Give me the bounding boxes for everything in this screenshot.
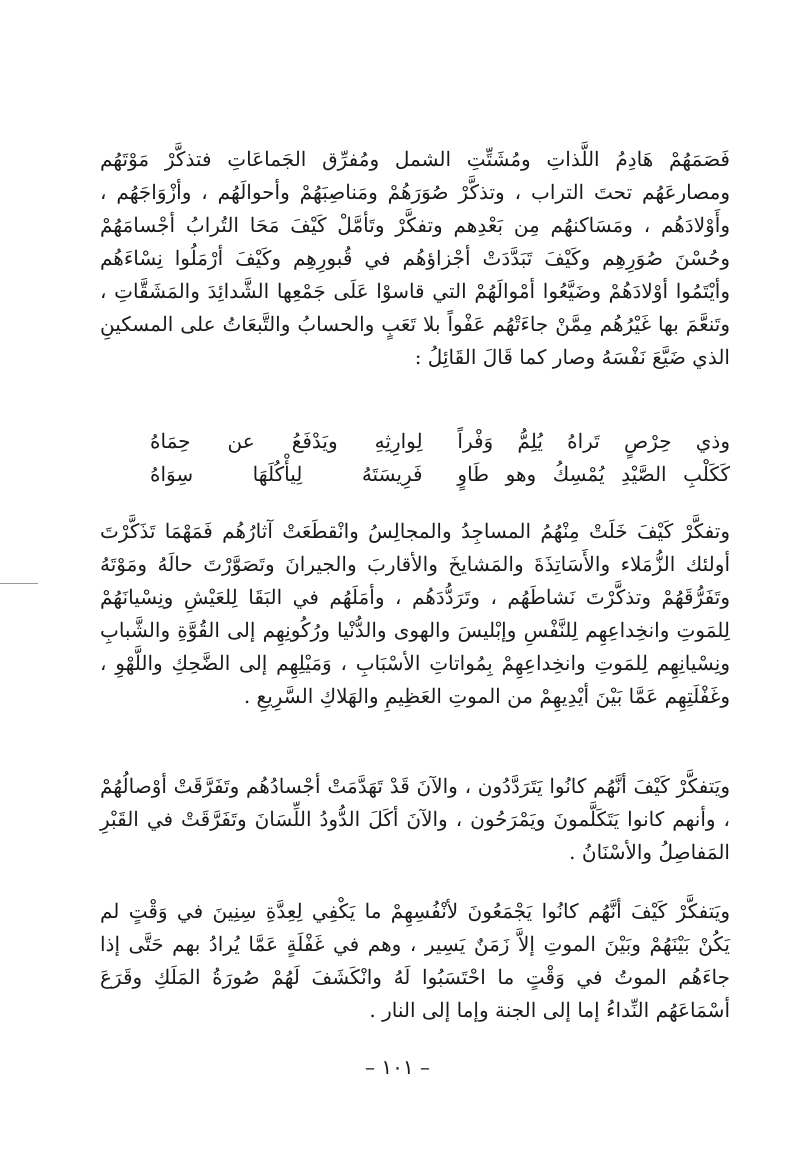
paragraph-4: ويَتفكَّرْ كَيْفَ أنَّهُم كانُوا يَجْمَعُونَ لأنْفُسِهِمْ ما يَكْفِي لِعِدَّةِ سِنِينَ في وَقْتٍ لم يَكُنْ بَيْنَهُمْ وبَيْنَ الموتِ إلاَّ زَمَنٌ يَسِير ، وهم في غَفْلَةٍ عَمَّا يُرادُ بهم حَتَّى إذا جاءَهُم الموتُ في وَقْتٍ ما احْتَسَبُوا لَهُ وانْكَشَفَ لَهُمْ صُورَةُ المَلَكِ وقَرَعَ أسْمَاعَهُم النِّداءُ إما إلى الجنة وإما إلى النار . [100, 899, 730, 1022]
verse-hemistich: فَرِيسَتَهُ لِيأْكُلَهَا سِوَاهُ [150, 462, 423, 486]
paragraph-1: فَصَمَهُمْ هَادِمُ اللَّذاتِ ومُشَتِّتِ الشمل ومُفرِّق الجَماعَاتِ فتذكَّرْ مَوْتَهُم ومصارعَهُم تحتَ التراب ، وتذكَّرْ صُوَرَهُمْ ومَناصِبَهُمْ وأحوالَهُم ، وأزْوَاجَهُم ، وأَوْلادَهُم ، ومَسَاكنهُم مِن بَعْدِهم وتفكَّرْ وتَأمَّلْ كَيْفَ مَحَا التُرابُ أجْسامَهُمْ وحُسْنَ صُوَرِهِم وكَيْفَ تَبَدَّدَتْ أجْزاؤهُم في قُبورِهِم وكَيْفَ أرْمَلُوا نِسْاءَهُم وأيْتَمُوا أوْلادَهُمْ وضَيَّعُوا أمْوالَهُمْ التي قاسوْا عَلَى جَمْعِها الشَّدائِدَ والمَشَقَّاتِ ، وتَنعَّمَ بها غَيْرُهُم مِمَّنْ جاءَتْهُم عَفْواً بلا تَعَبٍ والحسابُ والتَّبعَاتُ على المسكينِ الذي ضَيَّعَ نَفْسَهُ وصار كما قَالَ القَائِلُ : [100, 147, 730, 369]
verse-line [150, 458, 730, 491]
verse-hemistich: لِوارِثِهِ ويَدْفَعُ عن حِمَاهُ [150, 429, 423, 453]
page-number: – ١٠١ – [365, 1055, 430, 1079]
margin-line [0, 583, 38, 584]
paragraph-2: وتفكَّرْ كَيْفَ خَلَتْ مِنْهُمُ المساجِدُ والمجالِسُ وانْقطَعَتْ آثارُهُم فَمَهْمَا تَذَكَّرْتَ أولئك الزُّمَلاء والأَسَاتِذَةَ والمَشايخَ والأقاربَ والجيرانَ وتَصَوَّرْتَ حالَهُ ومَوْتَهُ وتَفَرُّقَهُمْ وتذكَّرْتَ نَشاطَهُم ، وتَرَدُّدَهُم ، وأمَلَهُم في البَقَا لِلعَيْشِ ونِسْيانَهُمْ لِلمَوتِ وانخِداعِهِم لِلنَّفْسِ وإبْليسَ والهوى والدُّنْيا ورُكُونِهِم إلى القُوَّةِ والشَّبابِ ونِسْيانِهِم لِلمَوتِ وانخِداعِهِمْ بِمُواتاتِ الأسْبَابِ ، وَمَيْلِهِم إلى الضَّحِكِ واللَّهْوِ ، وغَفْلَتِهِم عَمَّا بَيْنَ أيْدِيهِمْ من الموتِ العَظِيمِ والهَلاكِ السَّرِيعِ . [100, 519, 730, 708]
paragraph-3: ويَتفكَّرْ كَيْفَ أنَّهُم كانُوا يَتَرَدَّدُون ، والآنَ قَدْ تَهَدَّمَتْ أجْسادُهُم وتَفَرَّقَتْ أوْصالُهُمْ ، وأنهم كانوا يَتَكَلَّمونَ ويَمْرَحُون ، والآنَ أكَلَ الدُّودُ اللِّسَانَ وتَفَرَّقَتْ في القَبْرِ المَفاصِلُ والأسْنَانُ . [100, 774, 730, 864]
verse-hemistich: وذي حِرْصٍ تَراهُ يُلِمُّ وَفْراً [457, 429, 730, 453]
verse-line [150, 425, 730, 458]
verse-hemistich: كَكَلْبِ الصَّيْدِ يُمْسِكُ وهو طَاوٍ [457, 462, 730, 486]
poem-verse [150, 425, 730, 491]
